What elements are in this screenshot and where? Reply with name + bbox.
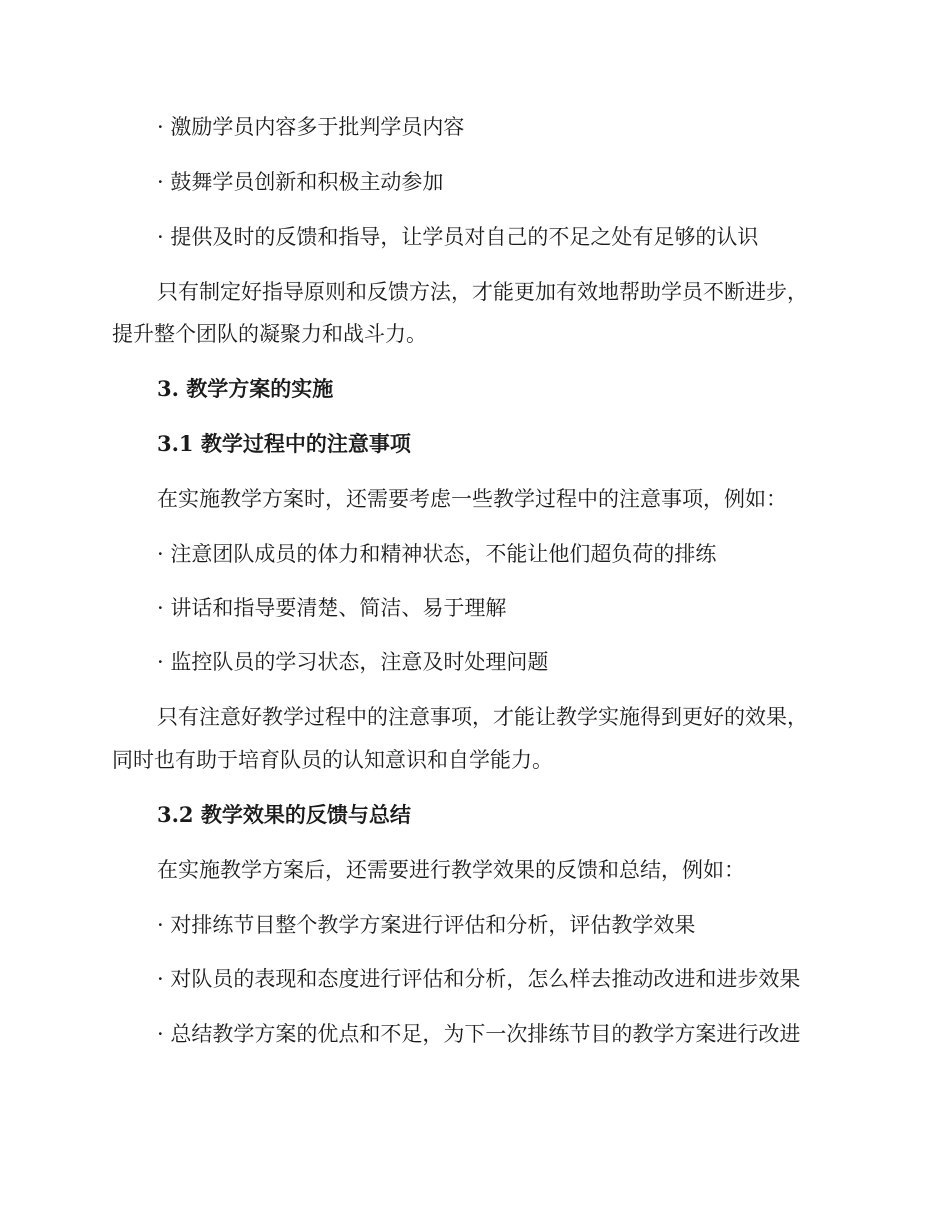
paragraph-line: 同时也有助于培育队员的认知意识和自学能力。	[112, 748, 553, 772]
bullet-item: · 激励学员内容多于批判学员内容	[157, 115, 465, 139]
bullet-item: · 注意团队成员的体力和精神状态，不能让他们超负荷的排练	[157, 542, 717, 566]
bullet-item: · 讲话和指导要清楚、简洁、易于理解	[157, 596, 507, 620]
bullet-item: · 总结教学方案的优点和不足，为下一次排练节目的教学方案进行改进	[157, 1022, 801, 1046]
bullet-item: · 对队员的表现和态度进行评估和分析，怎么样去推动改进和进步效果	[157, 967, 801, 991]
paragraph-line: 提升整个团队的凝聚力和战斗力。	[112, 322, 427, 346]
section-heading: 3. 教学方案的实施	[157, 376, 334, 401]
subsection-heading: 3.2 教学效果的反馈与总结	[157, 802, 411, 827]
paragraph-line: 只有制定好指导原则和反馈方法，才能更加有效地帮助学员不断进步，	[157, 280, 808, 304]
bullet-item: · 提供及时的反馈和指导，让学员对自己的不足之处有足够的认识	[157, 225, 759, 249]
bullet-item: · 监控队员的学习状态，注意及时处理问题	[157, 650, 549, 674]
paragraph-line: 只有注意好教学过程中的注意事项，才能让教学实施得到更好的效果，	[157, 705, 808, 729]
subsection-heading: 3.1 教学过程中的注意事项	[157, 431, 411, 456]
bullet-item: · 鼓舞学员创新和积极主动参加	[157, 170, 444, 194]
paragraph-line: 在实施教学方案后，还需要进行教学效果的反馈和总结，例如：	[157, 858, 745, 882]
paragraph-line: 在实施教学方案时，还需要考虑一些教学过程中的注意事项，例如：	[157, 487, 787, 511]
bullet-item: · 对排练节目整个教学方案进行评估和分析，评估教学效果	[157, 913, 696, 937]
